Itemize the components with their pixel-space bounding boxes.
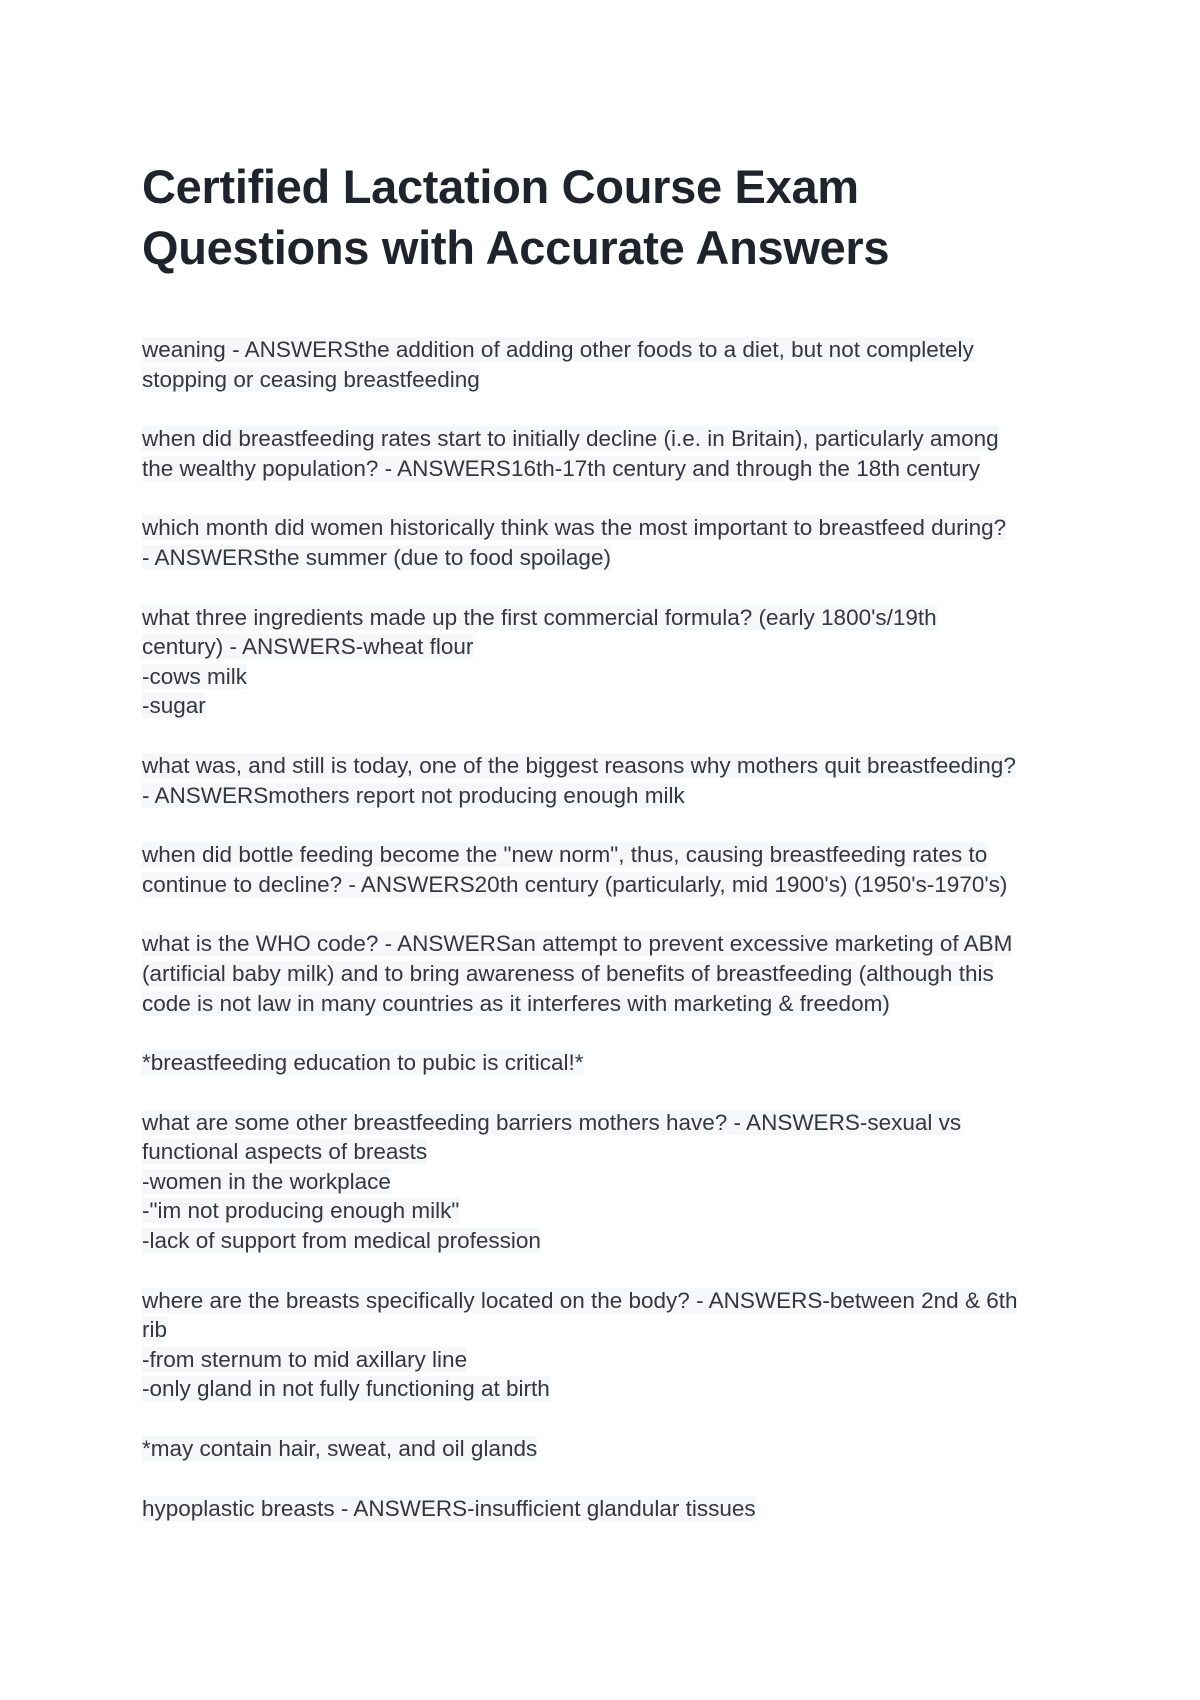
- qa-line: [142, 1374, 1082, 1404]
- qa-line: [142, 335, 1082, 365]
- qa-line: [142, 1196, 1082, 1226]
- qa-item: [142, 1434, 1082, 1464]
- qa-line-text: -only gland in not fully functioning at birth: [142, 1376, 550, 1402]
- qa-line-text: *may contain hair, sweat, and oil glands: [142, 1436, 538, 1462]
- qa-line: [142, 1494, 1082, 1524]
- qa-line-text: what was, and still is today, one of the biggest reasons why mothers quit breastfeeding?: [142, 752, 1016, 778]
- qa-line-text: -cows milk: [142, 663, 247, 689]
- qa-line-text: (artificial baby milk) and to bring awareness of benefits of breastfeeding (although this: [142, 960, 994, 986]
- qa-line-text: continue to decline? - ANSWERS20th century (particularly, mid 1900's) (1950's-1970's): [142, 871, 1008, 897]
- qa-line-text: - ANSWERSmothers report not producing enough milk: [142, 782, 685, 808]
- qa-line-text: what is the WHO code? - ANSWERSan attempt to prevent excessive marketing of ABM: [142, 931, 1013, 957]
- qa-line: [142, 543, 1082, 573]
- qa-item: [142, 840, 1082, 899]
- qa-item: [142, 513, 1082, 572]
- qa-line: [142, 632, 1082, 662]
- document-title: [142, 156, 1102, 278]
- qa-line: [142, 1286, 1082, 1316]
- qa-line: [142, 1167, 1082, 1197]
- qa-line-text: -sugar: [142, 693, 206, 719]
- qa-line-text: which month did women historically think was the most important to breastfeed during?: [142, 515, 1007, 541]
- qa-item: [142, 929, 1082, 1018]
- qa-line-text: -lack of support from medical profession: [142, 1228, 541, 1254]
- qa-item: [142, 424, 1082, 483]
- qa-line: [142, 424, 1082, 454]
- qa-line: [142, 454, 1082, 484]
- qa-line-text: what are some other breastfeeding barriers mothers have? - ANSWERS-sexual vs: [142, 1109, 962, 1135]
- qa-line: [142, 870, 1082, 900]
- qa-line-text: the wealthy population? - ANSWERS16th-17th century and through the 18th century: [142, 455, 981, 481]
- qa-line: [142, 1315, 1082, 1345]
- qa-line: [142, 1345, 1082, 1375]
- qa-line: [142, 781, 1082, 811]
- qa-line: [142, 1108, 1082, 1138]
- qa-line: [142, 1226, 1082, 1256]
- qa-line: [142, 513, 1082, 543]
- qa-line-text: when did breastfeeding rates start to initially decline (i.e. in Britain), particularly among: [142, 426, 999, 452]
- qa-line: [142, 1048, 1082, 1078]
- qa-line: [142, 840, 1082, 870]
- qa-line-text: -from sternum to mid axillary line: [142, 1346, 468, 1372]
- qa-line-text: where are the breasts specifically located on the body? - ANSWERS-between 2nd & 6th: [142, 1287, 1018, 1313]
- qa-line-text: *breastfeeding education to pubic is critical!*: [142, 1050, 584, 1076]
- qa-line-text: stopping or ceasing breastfeeding: [142, 366, 480, 392]
- qa-line: [142, 691, 1082, 721]
- document-title-line-2: Questions with Accurate Answers: [142, 221, 890, 274]
- qa-line: [142, 603, 1082, 633]
- qa-item: [142, 1494, 1082, 1524]
- qa-line-text: weaning - ANSWERSthe addition of adding other foods to a diet, but not completely: [142, 337, 974, 362]
- qa-item: [142, 751, 1082, 810]
- qa-list: [142, 335, 1082, 1553]
- qa-line: [142, 989, 1082, 1019]
- qa-line-text: rib: [142, 1317, 168, 1343]
- qa-line: [142, 365, 1082, 395]
- qa-line-text: -"im not producing enough milk": [142, 1198, 460, 1224]
- qa-line-text: functional aspects of breasts: [142, 1139, 428, 1165]
- qa-item: [142, 1286, 1082, 1404]
- qa-line: [142, 1434, 1082, 1464]
- qa-line: [142, 959, 1082, 989]
- qa-line: [142, 929, 1082, 959]
- qa-line-text: when did bottle feeding become the "new norm", thus, causing breastfeeding rates to: [142, 842, 988, 868]
- qa-line-text: what three ingredients made up the first commercial formula? (early 1800's/19th: [142, 604, 937, 630]
- qa-item: [142, 1108, 1082, 1256]
- qa-line-text: -women in the workplace: [142, 1168, 391, 1194]
- qa-line-text: code is not law in many countries as it interferes with marketing & freedom): [142, 990, 890, 1016]
- qa-item: [142, 335, 1082, 394]
- qa-line-text: century) - ANSWERS-wheat flour: [142, 634, 474, 660]
- qa-line-text: hypoplastic breasts - ANSWERS-insufficient glandular tissues: [142, 1495, 756, 1521]
- qa-item: [142, 1048, 1082, 1078]
- qa-line: [142, 662, 1082, 692]
- qa-line: [142, 1137, 1082, 1167]
- qa-line-text: - ANSWERSthe summer (due to food spoilage): [142, 544, 611, 570]
- qa-item: [142, 603, 1082, 721]
- document-title-line-1: Certified Lactation Course Exam: [142, 160, 859, 213]
- qa-line: [142, 751, 1082, 781]
